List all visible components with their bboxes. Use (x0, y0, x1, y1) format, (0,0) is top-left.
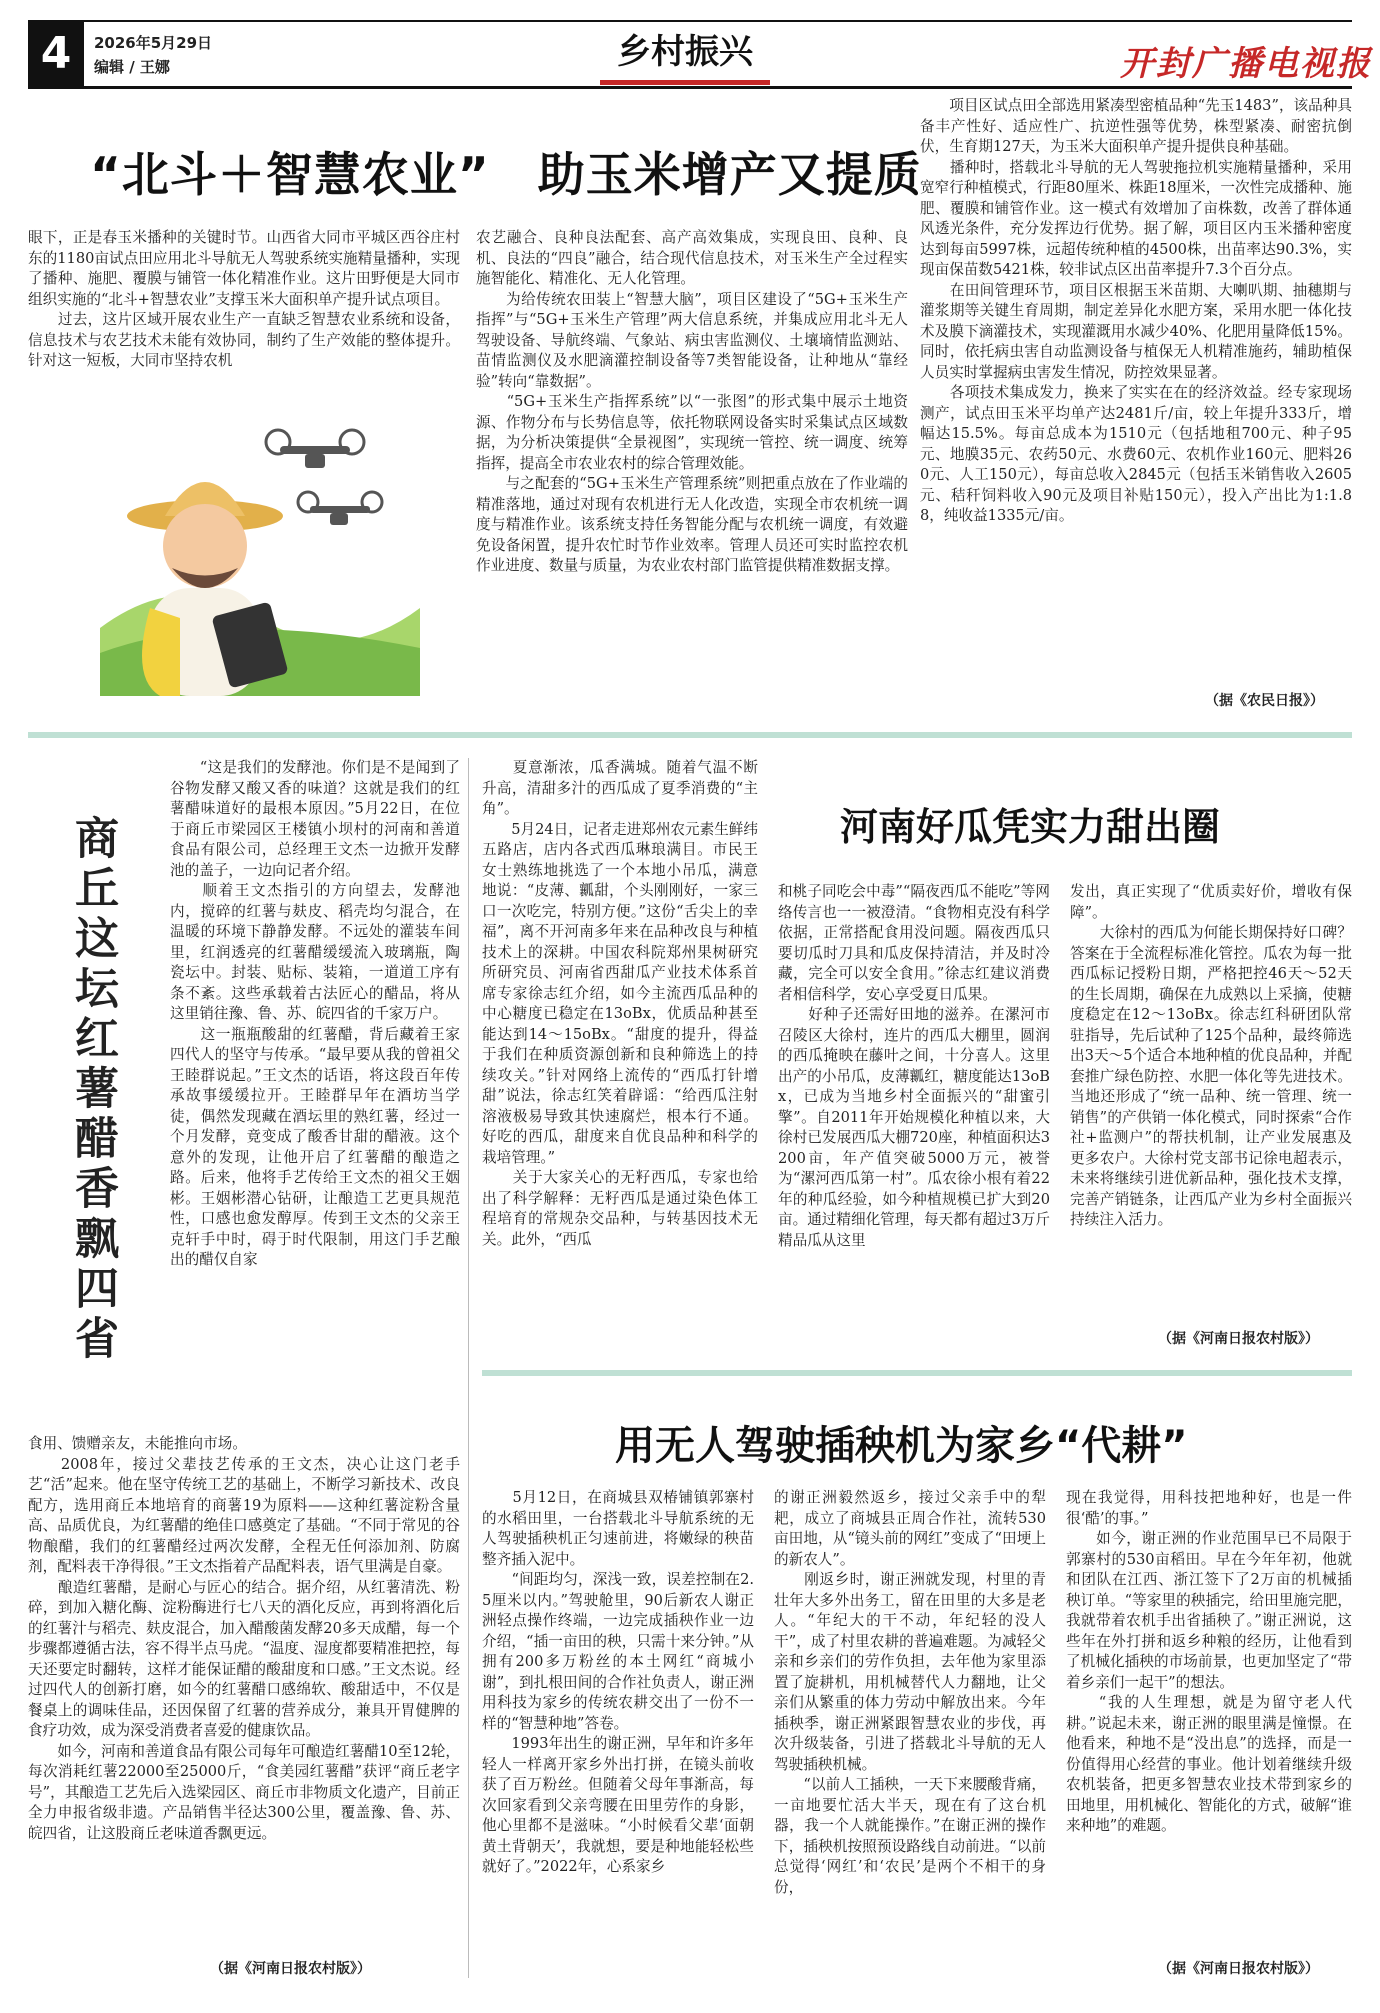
masthead-bottom-rule (28, 86, 1352, 89)
article4-col1: 5月12日，在商城县双椿铺镇郭寨村的水稻田里，一台搭载北斗导航系统的无人驾驶插秧机正匀速前进，将嫩绿的秧苗整齐插入泥中。 “间距均匀，深浅一致，误差控制在2.5厘米以内。”驾驶舱里，90后新农人谢正洲轻点操作终端，一边完成插秧作业一边介绍，“插一亩田的秧，只需十来分钟。”从拥有200多万粉丝的本土网红“商城小谢”，到扎根田间的合作社负责人，谢正洲用科技为家乡的传统农耕交出了一份不一样的“智慧种地”答卷。 1993年出生的谢正洲，早年和许多年轻人一样离开家乡外出打拼，在镜头前收获了百万粉丝。但随着父母年事渐高，每次回家看到父亲弯腰在田里劳作的身影，他心里都不是滋味。“小时候看父辈‘面朝黄土背朝天’，我就想，要是种地能轻松些就好了。”2022年，心系家乡 (482, 1489, 754, 1875)
article2-col1-bottom: 食用、馈赠亲友，未能推向市场。 2008年，接过父辈技艺传承的王文杰，决心让这门老手艺“活”起来。他在坚守传统工艺的基础上，不断学习新技术、改良配方，选用商丘本地培育的商薯19为原料——这种红薯淀粉含量高、品质优良，为红薯醋的绝佳口感奠定了基础。“不同于常见的谷物酿醋，我们的红薯醋经过两次发酵，全程无任何添加剂、防腐剂，配料表干净得很。”王文杰指着产品配料表，语气里满是自豪。 酿造红薯醋，是耐心与匠心的结合。据介绍，从红薯清洗、粉碎，到加入糖化酶、淀粉酶进行七八天的酒化反应，再到将酒化后的红薯汁与稻壳、麸皮混合，加入醋酸菌发酵20多天成醋，每一个步骤都遵循古法，容不得半点马虎。“温度、湿度都要精准把控，每天还要定时翻转，这样才能保证醋的酸甜度和口感。”王文杰说。经过四代人的创新打磨，如今的红薯醋口感绵软、酸甜适中，不仅是餐桌上的调味佳品，还因保留了红薯的营养成分，兼具开胃健脾的食疗功效，成为深受消费者喜爱的健康饮品。 如今，河南和善道食品有限公司每年可酿造红薯醋10至12轮，每次消耗红薯22000至25000斤，“食美园红薯醋”获评“商丘老字号”，其酿造工艺先后入选梁园区、商丘市非物质文化遗产，目前正全力申报省级非遗。产品销售半径达300公里，覆盖豫、鲁、苏、皖四省，让这股商丘老味道香飘更远。 (28, 1435, 460, 1842)
article4-title: 用无人驾驶插秧机为家乡“代耕” (615, 1423, 1188, 1469)
farmer-drone-illustration (100, 418, 420, 696)
article1-title: “北斗＋智慧农业” 助玉米增产又提质 (90, 148, 922, 203)
vertical-divider-1 (468, 758, 469, 1978)
masthead-top-rule (28, 20, 1352, 22)
article4-col3: 现在我觉得，用科技把地种好，也是一件很‘酷’的事。” 如今，谢正洲的作业范围早已不局限于郭寨村的530亩稻田。早在今年年初，他就和团队在江西、浙江签下了2万亩的机械插秧订单。“等家里的秧插完，给田里施完肥，我就带着农机手出省插秧了。”谢正洲说，这些年在外打拼和返乡种粮的经历，让他看到了机械化插秧的市场前景，也更加坚定了“带着乡亲们一起干”的想法。 “我的人生理想，就是为留守老人代耕。”说起未来，谢正洲的眼里满是憧憬。在他看来，种地不是“没出息”的选择，而是一份值得用心经营的事业。他计划着继续升级农机装备，把更多智慧农业技术带到家乡的田地里，用机械化、智能化的方式，破解“谁来种地”的难题。 (1066, 1489, 1352, 1834)
article2-title-block (28, 755, 156, 1425)
article1-col3: 项目区试点田全部选用紧凑型密植品种“先玉1483”，该品种具备丰产性好、适应性广、抗逆性强等优势，株型紧凑、耐密抗倒伏，生育期127天，为玉米大面积单产提升提供良种基础。 播种时，搭载北斗导航的无人驾驶拖拉机实施精量播种，采用宽窄行种植模式，行距80厘米、株距18厘米，一次性完成播种、施肥、覆膜和铺管作业。这一模式有效增加了亩株数，改善了群体通风透光条件，充分发挥边行优势。据了解，项目区内玉米播种密度达到每亩5997株，远超传统种植的4500株，出苗率达90.3%，实现亩保苗数5421株，较非试点区出苗率提升7.3个百分点。 在田间管理环节，项目区根据玉米苗期、大喇叭期、抽穗期与灌浆期等关键生育周期，制定差异化水肥方案，采用水肥一体化技术及膜下滴灌技术，实现灌溉用水减少40%、化肥用量降低15%。同时，依托病虫害自动监测设备与植保无人机精准施药，辅助植保人员实时掌握病虫害发生情况，防控效果显著。 各项技术集成发力，换来了实实在在的经济效益。经专家现场测产，试点田玉米平均单产达2481斤/亩，较上年提升333斤，增幅达15.5%。每亩总成本为1510元（包括地租700元、种子95元、地膜35元、农药50元、水费60元、农机作业160元、肥料260元、人工150元），每亩总收入2845元（包括玉米销售收入2605元、秸秆饲料收入90元及项目补贴150元），投入产出比为1:1.88，纯收益1335元/亩。 (920, 97, 1352, 524)
drone-icon-2 (298, 492, 382, 525)
paper-name: 开封广播电视报 (1120, 44, 1372, 84)
article1-col2: 农艺融合、良种良法配套、高产高效集成，实现良田、良种、良机、良法的“四良”融合，结合现代信息技术，对玉米生产全过程实施智能化、精准化、无人化管理。 为给传统农田装上“智慧大脑”，项目区建设了“5G+玉米生产指挥”与“5G+玉米生产管理”两大信息系统，并集成应用北斗无人驾驶设备、导航终端、气象站、病虫害监测仪、土壤墒情监测站、苗情监测仪及水肥滴灌控制设备等7类智能设备，让种地从“靠经验”转向“靠数据”。 “5G+玉米生产指挥系统”以“一张图”的形式集中展示土地资源、作物分布与长势信息等，依托物联网设备实时采集试点区域数据，为分析决策提供“全景视图”，实现统一管控、统一调度、统筹指挥，提高全市农业农村的综合管理效能。 与之配套的“5G+玉米生产管理系统”则把重点放在了作业端的精准落地，通过对现有农机进行无人化改造，实现全市农机统一调度与精准作业。该系统支持任务智能分配与农机统一调度，有效避免设备闲置，提升农忙时节作业效率。管理人员还可实时监控农机作业进度、数量与质量，为农业农村部门监管提供精准数据支撑。 (476, 229, 908, 574)
article1-source: （据《农民日报》） (1205, 693, 1324, 709)
article4-col2: 的谢正洲毅然返乡，接过父亲手中的犁耙，成立了商城县正周合作社，流转530亩田地，从“镜头前的网红”变成了“田埂上的新农人”。 刚返乡时，谢正洲就发现，村里的青壮年大多外出务工，留在田里的大多是老人。“年纪大的干不动，年纪轻的没人干”，成了村里农耕的普遍难题。为减轻父亲和乡亲们的劳作负担，去年他为家里添置了旋耕机，用机械替代人力翻地，让父亲们从繁重的体力劳动中解放出来。今年插秧季，谢正洲紧跟智慧农业的步伐，再次升级装备，引进了搭载北斗导航的无人驾驶插秧机械。 “以前人工插秧，一天下来腰酸背痛，一亩地要忙活大半天，现在有了这台机器，我一个人就能操作。”在谢正洲的操作下，插秧机按照预设路线自动前进。“以前总觉得‘网红’和‘农民’是两个不相干的身份， (774, 1489, 1046, 1896)
section-title (600, 24, 770, 85)
article3-col2: 和桃子同吃会中毒”“隔夜西瓜不能吃”等网络传言也一一被澄清。“食物相克没有科学依据，正常搭配食用没问题。隔夜西瓜只要切瓜时刀具和瓜皮保持清洁，并及时冷藏，完全可以安全食用。”徐志红建议消费者相信科学，安心享受夏日瓜果。 好种子还需好田地的滋养。在漯河市召陵区大徐村，连片的西瓜大棚里，圆润的西瓜掩映在藤叶之间，十分喜人。这里出产的小吊瓜，皮薄瓤红，糖度能达13oBx，已成为当地乡村全面振兴的“甜蜜引擎”。自2011年开始规模化种植以来，大徐村已发展西瓜大棚720座，种植面积达3200亩，年产值突破5000万元，被誉为“漯河西瓜第一村”。瓜农徐小根有着22年的种瓜经验，如今种植规模已扩大到20亩。通过精细化管理，每天都有超过3万斤精品瓜从这里 (778, 883, 1050, 1249)
article2-title: 商丘这坛红薯醋香飘四省 (67, 815, 118, 1365)
article3-col3: 发出，真正实现了“优质卖好价，增收有保障”。 大徐村的西瓜为何能长期保持好口碑？答案在于全流程标准化管控。瓜农为每一批西瓜标记授粉日期，严格把控46天～52天的生长周期，确保在九成熟以上采摘，使糖度稳定在12～13oBx。徐志红科研团队常驻指导，先后试种了125个品种，最终筛选出3天～5个适合本地种植的优良品种，并配套推广绿色防控、水肥一体化等先进技术。当地还形成了“统一品种、统一管理、统一销售”的产供销一体化模式，同时探索“合作社+监测户”的帮扶机制，让产业发展惠及更多农户。大徐村党支部书记徐电超表示，未来将继续引进优新品种，强化技术支撑，完善产销链条，让西瓜产业为乡村全面振兴持续注入活力。 (1070, 883, 1352, 1228)
masthead-date: 2026年5月29日 (94, 34, 213, 52)
section-divider-2 (482, 1370, 1352, 1376)
article2-col1-top: “这是我们的发酵池。你们是不是闻到了谷物发酵又酸又香的味道？这就是我们的红薯醋味道好的最根本原因。”5月22日，在位于商丘市梁园区王楼镇小坝村的河南和善道食品有限公司，总经理王文杰一边掀开发酵池的盖子，一边向记者介绍。 顺着王文杰指引的方向望去，发酵池内，搅碎的红薯与麸皮、稻壳均匀混合，在温暖的环境下静静发酵。不远处的灌装车间里，红润透亮的红薯醋缓缓流入玻璃瓶，陶瓷坛中。封装、贴标、装箱，一道道工序有条不紊。这些承载着古法匠心的醋品，将从这里销往豫、鲁、苏、皖四省的千家万户。 这一瓶瓶酸甜的红薯醋，背后藏着王家四代人的坚守与传承。“最早要从我的曾祖父王睦群说起。”王文杰的话语，将这段百年传承故事缓缓拉开。王睦群早年在酒坊当学徒，偶然发现藏在酒坛里的熟红薯，经过一个月发酵，竟变成了酸香甘甜的醋液。这个意外的发现，让他开启了红薯醋的酿造之路。后来，他将手艺传给王文杰的祖父王姻彬。王姻彬潜心钻研，让酿造工艺更具规范性，口感也愈发醇厚。传到王文杰的父亲王克轩手中时，碍于时代限制，用这门手艺酿出的醋仅自家 (170, 759, 460, 1268)
article2-source: （据《河南日报农村版》） (210, 1961, 371, 1977)
masthead-editor: 编辑 / 王娜 (94, 58, 170, 76)
page-number-box (28, 22, 84, 86)
page-number: 4 (40, 28, 72, 79)
drone-icon (266, 430, 364, 468)
article4-source: （据《河南日报农村版》） (1158, 1961, 1319, 1977)
article1-col1: 眼下，正是春玉米播种的关键时节。山西省大同市平城区西谷庄村东的1180亩试点田应用北斗导航无人驾驶系统实施精量播种，实现了播种、施肥、覆膜与铺管一体化精准作业。这片田野便是大同市组织实施的“北斗+智慧农业”支撑玉米大面积单产提升试点项目。 过去，这片区域开展农业生产一直缺乏智慧农业系统和设备，信息技术与农艺技术未能有效协同，制约了生产效能的整体提升。针对这一短板，大同市坚持农机 (28, 229, 460, 369)
article3-source: （据《河南日报农村版》） (1158, 1331, 1319, 1347)
section-divider-1 (28, 732, 1352, 738)
section-title-text: 乡村振兴 (617, 32, 753, 72)
article3-col1: 夏意渐浓，瓜香满城。随着气温不断升高，清甜多汁的西瓜成了夏季消费的“主角”。 5月24日，记者走进郑州农元素生鲜纬五路店，店内各式西瓜琳琅满目。市民王女士熟练地挑选了一个本地小吊瓜，满意地说：“皮薄、瓤甜，个头刚刚好，一家三口一次吃完，特别方便。”这份“舌尖上的幸福”，离不开河南多年来在品种改良与种植技术上的深耕。中国农科院郑州果树研究所研究员、河南省西甜瓜产业技术体系首席专家徐志红介绍，如今主流西瓜品种的中心糖度已稳定在13oBx，优质品种甚至能达到14～15oBx。“甜度的提升，得益于我们在种质资源创新和良种筛选上的持续攻关。”针对网络上流传的“西瓜打针增甜”说法，徐志红笑着辟谣：“给西瓜注射溶液极易导致其快速腐烂，根本行不通。好吃的西瓜，甜度来自优良品种和科学的栽培管理。” 关于大家关心的无籽西瓜，专家也给出了科学解释：无籽西瓜是通过染色体工程培育的常规杂交品种，与转基因技术无关。此外，“西瓜 (482, 759, 758, 1248)
article3-title: 河南好瓜凭实力甜出圈 (840, 805, 1221, 849)
